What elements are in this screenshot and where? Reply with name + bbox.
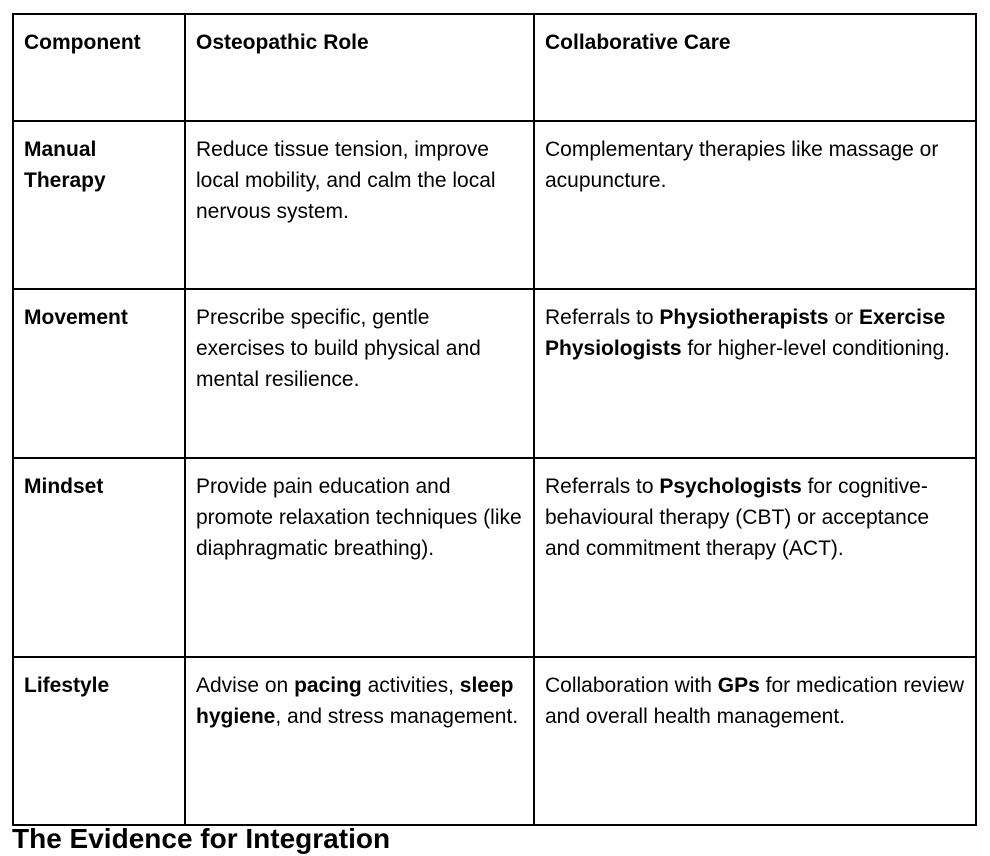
care-emphasis-physiotherapists: Physiotherapists xyxy=(659,306,829,329)
care-text: Referrals to xyxy=(545,475,660,498)
care-text: Collaboration with xyxy=(545,674,718,697)
role-emphasis-pacing: pacing xyxy=(294,674,362,697)
table-row xyxy=(13,289,976,458)
component-cell: Movement xyxy=(13,289,185,458)
table-row xyxy=(13,458,976,657)
care-cell xyxy=(534,289,976,458)
care-cell: Complementary therapies like massage or acupuncture. xyxy=(534,121,976,289)
table-row xyxy=(13,657,976,825)
role-emphasis-sleep-hygiene: sleep hygiene xyxy=(196,674,514,728)
care-text: for medication review and overall health management. xyxy=(545,674,965,728)
header-collaborative-care: Collaborative Care xyxy=(534,14,976,121)
role-text: activities, xyxy=(361,674,460,697)
role-text: Advise on xyxy=(196,674,295,697)
table-row xyxy=(13,121,976,289)
table-header-row xyxy=(13,14,976,121)
role-cell: Reduce tissue tension, improve local mobility, and calm the local nervous system. xyxy=(185,121,534,289)
care-components-table xyxy=(12,13,977,826)
header-component: Component xyxy=(13,14,185,121)
component-cell: Mindset xyxy=(13,458,185,657)
header-osteopathic-role: Osteopathic Role xyxy=(185,14,534,121)
role-cell: Provide pain education and promote relaxation techniques (like diaphragmatic breathing). xyxy=(185,458,534,657)
role-cell xyxy=(185,657,534,825)
care-text: for cognitive-behavioural therapy (CBT) or acceptance and commitment therapy (ACT). xyxy=(545,475,930,560)
care-text: for higher-level conditioning. xyxy=(681,337,951,360)
care-text: or xyxy=(828,306,859,329)
care-cell xyxy=(534,657,976,825)
component-cell: Lifestyle xyxy=(13,657,185,825)
component-cell: Manual Therapy xyxy=(13,121,185,289)
section-heading-cut-off: The Evidence for Integration xyxy=(12,823,391,854)
care-cell xyxy=(534,458,976,657)
care-emphasis-psychologists: Psychologists xyxy=(659,475,802,498)
role-cell: Prescribe specific, gentle exercises to build physical and mental resilience. xyxy=(185,289,534,458)
role-text: , and stress management. xyxy=(275,705,519,728)
care-emphasis-gps: GPs xyxy=(717,674,760,697)
care-emphasis-exercise-physiologists: Exercise Physiologists xyxy=(545,306,946,360)
care-text: Referrals to xyxy=(545,306,660,329)
